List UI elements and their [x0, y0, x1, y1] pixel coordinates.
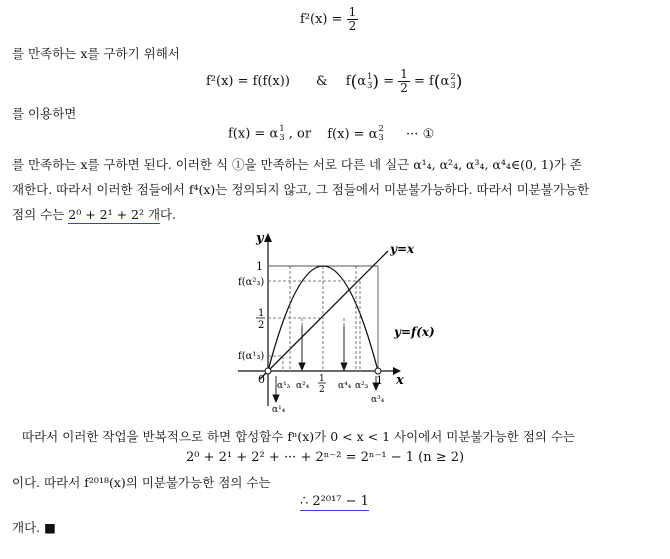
origin-circle	[265, 368, 271, 374]
fraction-half	[347, 6, 359, 33]
graph	[228, 226, 448, 416]
answer	[300, 494, 369, 509]
text-line-2: 를 만족하는 x를 구하기 위해서	[12, 46, 180, 61]
y-axis-arrow	[264, 233, 272, 242]
y-tick-half-num: 1	[258, 308, 265, 319]
x-tick-one: 1	[376, 374, 383, 387]
x-label-a32: α²₃	[355, 381, 369, 391]
equation-1-lhs: f²(x) =	[300, 12, 343, 27]
y-tick-fa32: f(α²₃)	[238, 277, 265, 288]
equation-4: 2⁰ + 2¹ + 2² + ··· + 2ⁿ⁻² = 2ⁿ⁻¹ − 1 (n ≥ 2)	[186, 450, 465, 465]
x-tick-half-den: 2	[319, 385, 325, 395]
arrow-a44-head	[341, 363, 347, 370]
equation-2	[206, 68, 462, 95]
frac-num: 1	[348, 5, 357, 19]
f-alpha31: f(α 1 3 ) =	[345, 71, 395, 92]
line-y-equals-x-label: y=x	[390, 242, 415, 256]
para-1-line-1: 를 만족하는 x를 구하면 된다. 이러한 식 ①을 만족하는 서로 다른 네 실근 α¹₄, α²₄, α³₄, α⁴₄∈(0, 1)가 존	[12, 157, 582, 172]
equation-3: f(x) = α 1 3 , or f(x) = α 2 3 ··· ①	[228, 124, 435, 143]
frac-num: 1	[400, 67, 408, 81]
frac-den: 2	[348, 19, 357, 33]
frac-den: 2	[400, 81, 408, 95]
y-tick-half-den: 2	[258, 320, 265, 331]
equation-2-left: f²(x) = f(f(x))	[206, 74, 290, 89]
f-alpha32: = f(α 2 3 )	[414, 71, 463, 92]
x-label-a31: α¹₃	[277, 381, 291, 391]
curve-f-label: y=f(x)	[394, 325, 435, 339]
arrow-a41-head	[273, 395, 279, 402]
y-tick-one: 1	[256, 260, 263, 273]
para-1-line-2: 재한다. 따라서 이러한 점들에서 f⁴(x)는 정의되지 않고, 그 점들에서 미분불가능하다. 따라서 미분불가능한	[12, 182, 590, 197]
eq3-or: , or	[288, 126, 312, 142]
para-3: 이다. 따라서 f²⁰¹⁸(x)의 미분불가능한 점의 수는	[12, 475, 271, 490]
para-1-line-3	[12, 205, 176, 223]
x-label-a44: α⁴₄	[338, 381, 352, 391]
text-line-3: 를 이용하면	[12, 106, 77, 121]
x-axis-label: x	[396, 373, 404, 388]
x-tick-half-num: 1	[319, 374, 325, 384]
para-1-line-3-suffix: 다.	[160, 207, 177, 222]
eq3-a: f(x) = α	[228, 126, 279, 142]
x-origin-label: 0	[258, 373, 265, 386]
equation-1	[300, 6, 358, 33]
eq3-tag: ··· ①	[406, 126, 435, 142]
eq3-b: f(x) = α	[327, 126, 378, 142]
underlined-count: 2⁰ + 2¹ + 2² 개	[68, 207, 161, 222]
ampersand: &	[316, 74, 328, 89]
x-label-a43: α³₄	[371, 395, 385, 405]
answer-expr: ∴ 2²⁰¹⁷ − 1	[300, 494, 369, 509]
x-label-a42: α²₄	[296, 381, 310, 391]
x-label-a41: α¹₄	[272, 405, 286, 415]
y-tick-fa31: f(α¹₃)	[238, 351, 265, 362]
para-1-line-3-prefix: 점의 수는	[12, 207, 65, 222]
y-axis-label: y	[256, 231, 264, 246]
line-y-equals-x	[260, 251, 388, 379]
arrow-a42-head	[299, 363, 305, 370]
closing: 개다. ■	[12, 520, 56, 535]
fraction-half-2	[398, 68, 410, 95]
para-2: 따라서 이러한 작업을 반복적으로 하면 합성함수 fⁿ(x)가 0 < x < 1 사이에서 미분불가능한 점의 수는	[22, 429, 575, 444]
